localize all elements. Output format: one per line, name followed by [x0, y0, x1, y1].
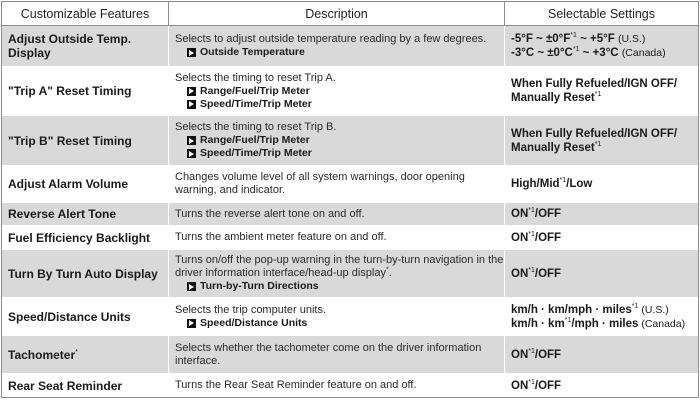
customizable-features-table [1, 1, 699, 398]
settings-cell [505, 250, 698, 297]
header-features [2, 2, 169, 25]
reference-arrow-icon [187, 282, 196, 291]
description-text: Turns the Rear Seat Reminder feature on and off. [175, 379, 417, 391]
settings-text: /mph · miles [571, 317, 639, 330]
settings-text: Manually Reset [511, 141, 595, 154]
table-row [2, 67, 698, 116]
feature-cell [2, 226, 169, 249]
table-row [2, 226, 698, 250]
feature-name: Adjust Outside Temp. Display [8, 32, 132, 60]
header-features-label: Customizable Features [20, 6, 150, 21]
footnote-marker: *1 [564, 316, 572, 324]
settings-line [511, 267, 698, 281]
settings-line [511, 141, 698, 155]
feature-name: "Trip A" Reset Timing [8, 84, 132, 98]
settings-line [511, 348, 698, 362]
header-description-label: Description [305, 6, 368, 21]
feature-name: "Trip B" Reset Timing [8, 133, 132, 148]
description-cell [169, 166, 505, 202]
reference-label: Turn-by-Turn Directions [200, 280, 319, 292]
feature-name: Reverse Alert Tone [8, 207, 117, 221]
settings-text: /OFF [534, 231, 562, 244]
settings-text: /Low [566, 178, 593, 190]
header-settings-label: Selectable Settings [547, 6, 655, 21]
settings-text: ON [511, 208, 529, 220]
description-text: Selects the trip computer units. [175, 303, 327, 316]
description-text: Turns on/off the pop-up warning in the turn-by-turn navigation in the driver information interface/head-up display [175, 254, 504, 279]
description-cell [169, 203, 505, 225]
settings-line [511, 379, 698, 393]
table-header [2, 2, 698, 26]
settings-line [511, 91, 698, 105]
reference-label: Speed/Distance Units [200, 316, 308, 329]
feature-name: Fuel Efficiency Backlight [8, 230, 151, 245]
reference-label: Speed/Time/Trip Meter [200, 97, 312, 110]
description-text: Selects to adjust outside temperature reading by a few degrees. [175, 33, 487, 45]
settings-cell [505, 26, 698, 66]
reference-arrow-icon [187, 48, 196, 57]
description-text: Selects the timing to reset Trip A. [175, 71, 336, 84]
reference-link[interactable] [187, 134, 504, 147]
footnote-marker: *1 [594, 140, 602, 148]
settings-text: When Fully Refueled/IGN OFF/ [511, 78, 678, 90]
reference-arrow-icon [187, 136, 196, 145]
footnote-marker: *1 [528, 207, 535, 215]
reference-link[interactable] [187, 317, 504, 330]
feature-line [8, 348, 168, 362]
settings-text: /OFF [534, 348, 562, 361]
table-row [2, 203, 698, 226]
reference-label: Outside Temperature [200, 46, 305, 58]
reference-link[interactable] [187, 85, 504, 98]
table-row [2, 298, 698, 336]
feature-name: Rear Seat Reminder [8, 378, 123, 393]
reference-link[interactable] [187, 46, 504, 59]
table-row [2, 374, 698, 397]
description-cell [169, 67, 505, 115]
feature-cell [2, 116, 169, 165]
description-cell [169, 374, 505, 397]
settings-text: -5°F ~ ±0°F [511, 33, 571, 45]
description-cell [169, 298, 505, 335]
settings-text: ON [511, 267, 529, 280]
feature-name: Tachometer [8, 347, 76, 362]
settings-text: /OFF [534, 267, 562, 280]
settings-line [511, 32, 698, 46]
description-cell [169, 226, 505, 249]
description-text: Selects whether the tachometer come on the driver information interface. [175, 341, 482, 367]
footnote-marker: *1 [528, 230, 535, 238]
settings-text: ON [511, 348, 529, 361]
settings-text: km/h · km [511, 317, 565, 330]
region-note: (Canada) [621, 47, 666, 59]
reference-label: Speed/Time/Trip Meter [200, 147, 312, 159]
feature-cell [2, 250, 169, 297]
feature-cell [2, 67, 169, 115]
settings-line [511, 303, 698, 317]
reference-arrow-icon [187, 100, 196, 109]
settings-cell [505, 166, 698, 202]
region-note: (U.S.) [638, 303, 669, 316]
feature-cell [2, 203, 169, 225]
footnote-marker: * [385, 266, 389, 274]
settings-text: km/h · km/mph · miles [511, 303, 632, 316]
settings-cell [505, 116, 698, 165]
settings-text: ON [511, 231, 529, 244]
reference-link[interactable] [187, 98, 504, 111]
footnote-marker: *1 [570, 32, 577, 40]
header-settings [505, 2, 698, 25]
settings-text: ON [511, 379, 529, 392]
feature-name: Adjust Alarm Volume [8, 177, 129, 191]
description-text: Changes volume level of all system warnings, door opening warning, and indicator. [175, 171, 465, 196]
table-row [2, 250, 698, 298]
reference-link[interactable] [187, 280, 504, 293]
footnote-marker: *1 [528, 266, 535, 274]
description-cell [169, 250, 505, 297]
reference-arrow-icon [187, 149, 196, 158]
footnote-marker: * [75, 348, 78, 356]
feature-cell [2, 336, 169, 373]
footnote-marker: *1 [559, 177, 567, 185]
description-text: Selects the timing to reset Trip B. [175, 121, 337, 133]
settings-cell [505, 67, 698, 115]
feature-cell [2, 26, 169, 66]
table-row [2, 26, 698, 67]
settings-cell [505, 226, 698, 249]
reference-arrow-icon [187, 319, 196, 328]
settings-text: ~ +5°F [576, 33, 618, 45]
settings-text: ~ +3°C [579, 47, 622, 59]
reference-label: Range/Fuel/Trip Meter [200, 84, 310, 97]
feature-name: Turn By Turn Auto Display [8, 266, 158, 281]
description-text: Turns the reverse alert tone on and off. [175, 207, 365, 220]
header-description [169, 2, 505, 25]
description-text: . [388, 267, 392, 279]
settings-text: When Fully Refueled/IGN OFF/ [511, 127, 678, 140]
table-row [2, 166, 698, 203]
description-cell [169, 336, 505, 373]
settings-line [511, 177, 698, 191]
table-row [2, 116, 698, 166]
settings-line [511, 317, 698, 331]
footnote-marker: *1 [572, 46, 580, 54]
footnote-marker: *1 [528, 347, 535, 355]
reference-label: Range/Fuel/Trip Meter [200, 134, 310, 146]
settings-text: /OFF [534, 208, 562, 220]
feature-cell [2, 298, 169, 335]
description-cell [169, 116, 505, 165]
footnote-marker: *1 [631, 302, 639, 310]
settings-line [511, 46, 698, 60]
reference-link[interactable] [187, 147, 504, 160]
feature-name: Speed/Distance Units [8, 309, 131, 324]
settings-line [511, 231, 698, 245]
settings-cell [505, 203, 698, 225]
feature-cell [2, 374, 169, 397]
footnote-marker: *1 [528, 378, 535, 386]
settings-cell [505, 298, 698, 335]
description-cell [169, 26, 505, 66]
table-row [2, 336, 698, 374]
region-note: (Canada) [638, 317, 686, 330]
settings-cell [505, 374, 698, 397]
feature-cell [2, 166, 169, 202]
settings-cell [505, 336, 698, 373]
description-text: Turns the ambient meter feature on and off. [175, 231, 387, 243]
settings-text: Manually Reset [511, 92, 595, 104]
reference-arrow-icon [187, 87, 196, 96]
settings-text: -3°C ~ ±0°C [511, 47, 573, 59]
footnote-marker: *1 [594, 91, 602, 99]
settings-text: /OFF [534, 379, 562, 392]
settings-text: High/Mid [511, 178, 560, 190]
description-line [175, 254, 504, 280]
settings-line [511, 207, 698, 221]
region-note: (U.S.) [617, 33, 646, 45]
